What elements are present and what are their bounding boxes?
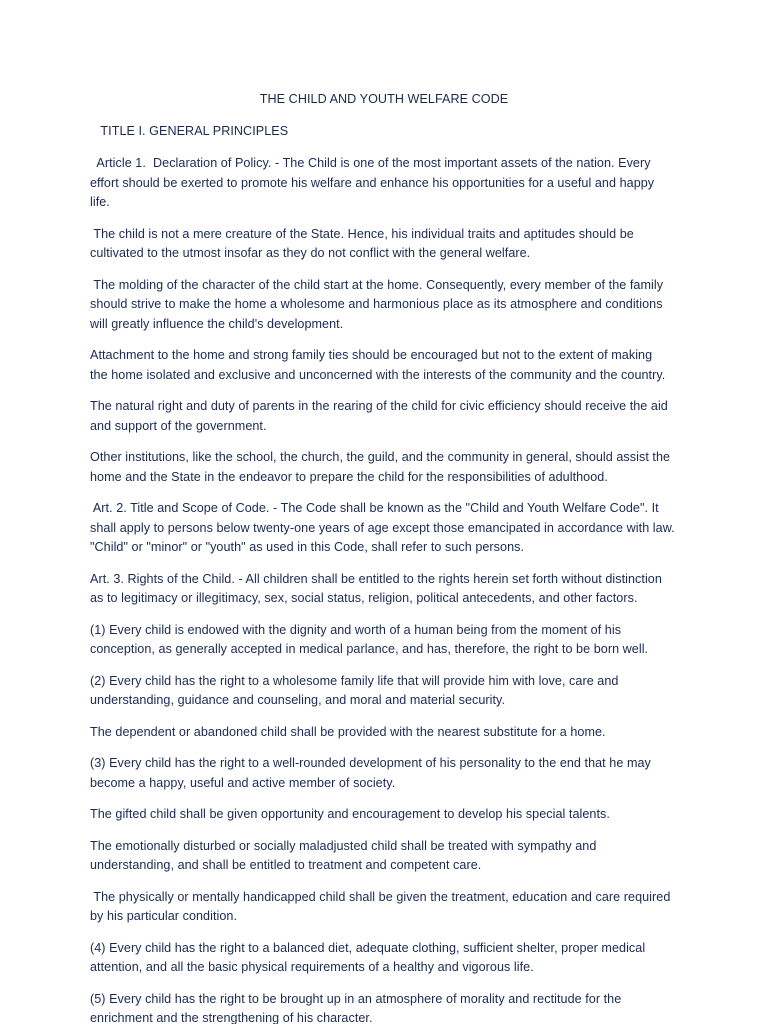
paragraph-right-4: (4) Every child has the right to a balanced diet, adequate clothing, sufficient shelter, proper medical attention, and all the basic physical requirements of a healthy and vigorous life. [90, 940, 646, 974]
document-title: THE CHILD AND YOUTH WELFARE CODE [259, 92, 509, 106]
paragraph-article-3: Art. 3. Rights of the Child. - All children shall be entitled to the rights herein set forth without distinction as to legitimacy or illegitimacy, sex, social status, religion, political antecedents, and other factors. [90, 571, 662, 605]
paragraph: The molding of the character of the child start at the home. Consequently, every member of the family should strive to make the home a wholesome and harmonious place as its atmosphere and conditions will greatly influence the child's development. [90, 277, 664, 331]
paragraph-right-2: (2) Every child has the right to a wholesome family life that will provide him with love, care and understanding, guidance and counseling, and moral and material security. [90, 673, 619, 707]
paragraph: Attachment to the home and strong family ties should be encouraged but not to the extent of making the home isolated and exclusive and unconcerned with the interests of the community and the country. [90, 348, 666, 382]
paragraph-right-5: (5) Every child has the right to be brought up in an atmosphere of morality and rectitude for the enrichment and the strengthening of his character. [90, 991, 622, 1024]
paragraph: The emotionally disturbed or socially maladjusted child shall be treated with sympathy and understanding, and shall be entitled to treatment and competent care. [90, 838, 597, 872]
paragraph-right-3: (3) Every child has the right to a well-rounded development of his personality to the end that he may become a happy, useful and active member of society. [90, 756, 651, 790]
paragraph: Other institutions, like the school, the church, the guild, and the community in general, should assist the home and the State in the endeavor to prepare the child for the responsibilities of adulthood. [90, 450, 671, 484]
paragraph-article-1: Article 1. Declaration of Policy. - The Child is one of the most important assets of the nation. Every effort should be exerted to promote his welfare and enhance his opportunities for a useful and happy life. [90, 156, 655, 209]
paragraph: The dependent or abandoned child shall be provided with the nearest substitute for a home. [90, 724, 606, 739]
document-body [90, 154, 680, 1024]
paragraph: The gifted child shall be given opportunity and encouragement to develop his special talents. [90, 807, 610, 821]
section-heading: TITLE I. GENERAL PRINCIPLES [90, 124, 289, 138]
paragraph: The physically or mentally handicapped child shall be given the treatment, education and care required by his particular condition. [90, 889, 671, 923]
paragraph: The natural right and duty of parents in the rearing of the child for civic efficiency should receive the aid and support of the government. [90, 399, 668, 433]
paragraph-right-1: (1) Every child is endowed with the dignity and worth of a human being from the moment of his conception, as generally accepted in medical parlance, and has, therefore, the right to be born well. [90, 622, 649, 656]
paragraph-article-2: Art. 2. Title and Scope of Code. - The Code shall be known as the "Child and Youth Welfare Code". It shall apply to persons below twenty-one years of age except those emancipated in accordance with law. "Child" or "minor" or "youth" as used in this Code, shall refer to such persons. [90, 501, 675, 554]
paragraph: The child is not a mere creature of the State. Hence, his individual traits and aptitudes should be cultivated to the utmost insofar as they do not conflict with the general welfare. [90, 226, 634, 260]
